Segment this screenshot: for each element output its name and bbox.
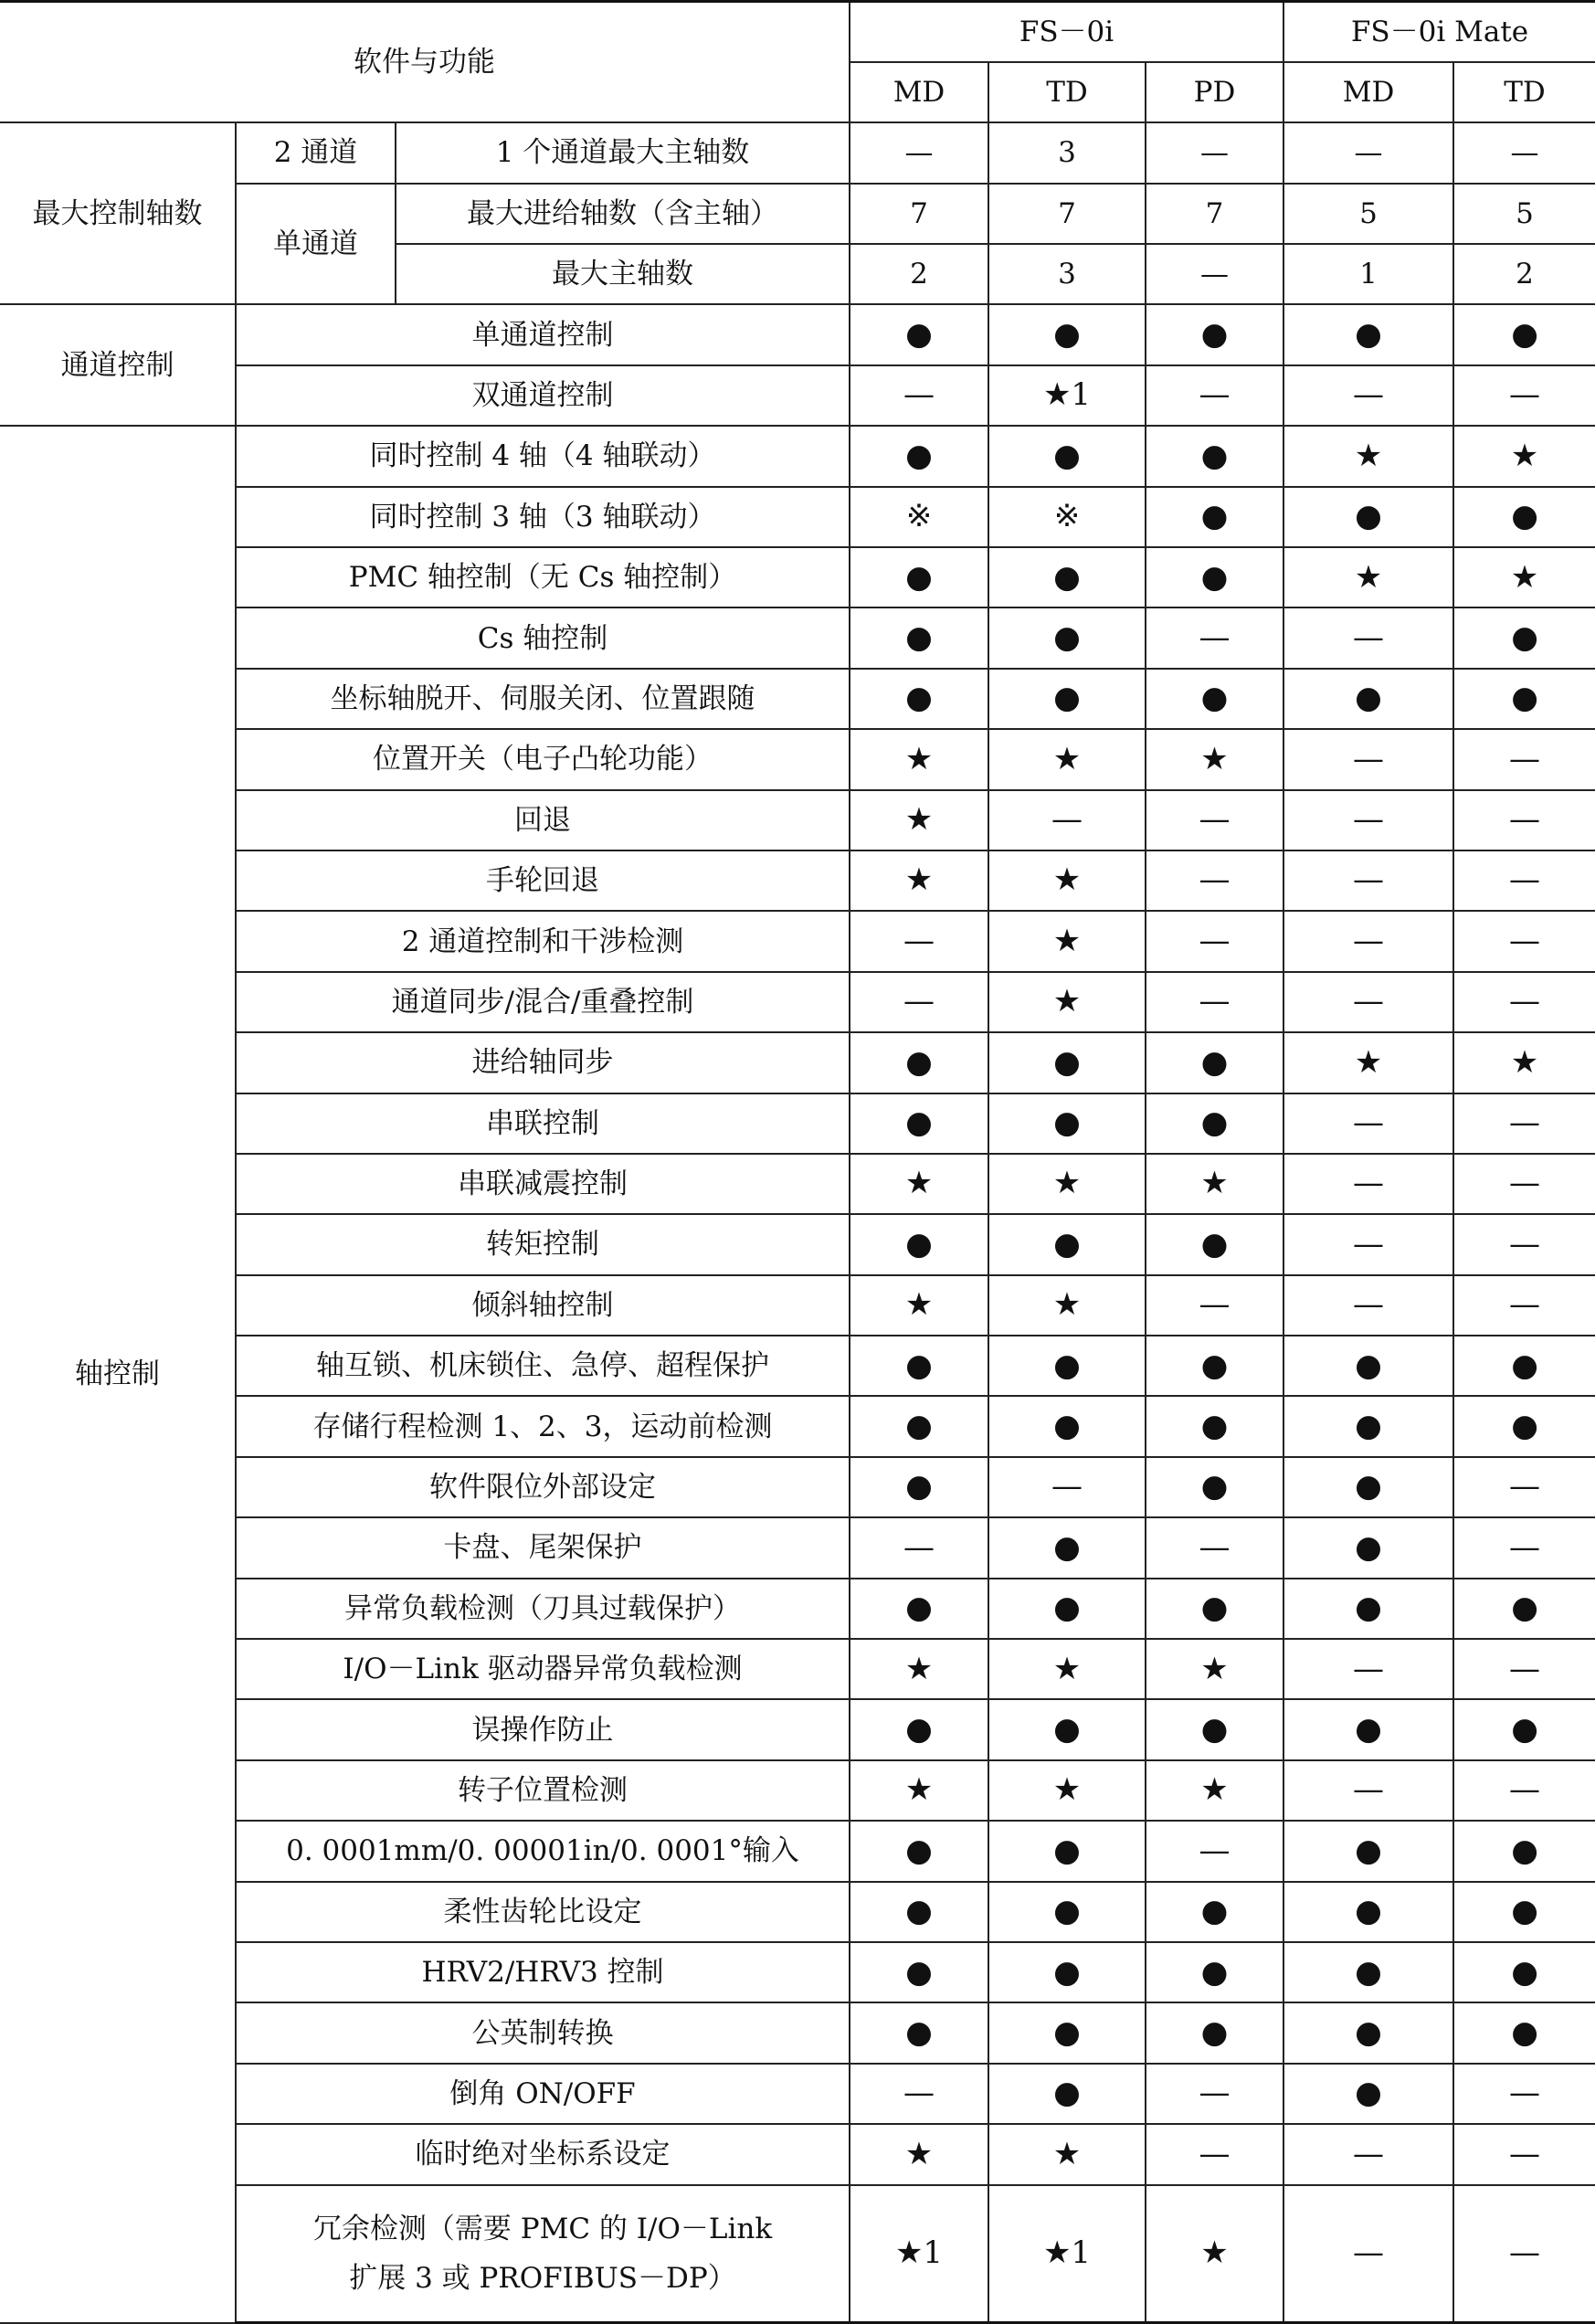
value-cell: — — [1453, 2124, 1595, 2184]
value-cell: 7 — [850, 184, 988, 244]
header-model: TD — [1453, 62, 1595, 122]
value-cell: — — [1283, 1154, 1453, 1214]
value-cell: — — [1283, 2124, 1453, 2184]
value-cell: — — [850, 972, 988, 1032]
value-cell: — — [1453, 790, 1595, 850]
value-cell: ● — [1146, 1942, 1283, 2002]
value-cell: 7 — [988, 184, 1146, 244]
feature-cell: 回退 — [236, 790, 850, 850]
value-cell: — — [1146, 122, 1283, 183]
value-cell: ★1 — [850, 2185, 988, 2323]
value-cell: ★ — [850, 1154, 988, 1214]
value-cell: ★ — [1453, 426, 1595, 486]
value-cell: ● — [850, 426, 988, 486]
value-cell: — — [1283, 2185, 1453, 2323]
value-cell: ★ — [988, 2124, 1146, 2184]
value-cell: — — [1146, 365, 1283, 426]
table-row — [0, 1396, 1595, 1456]
value-cell: — — [1146, 244, 1283, 304]
feature-cell: 通道同步/混合/重叠控制 — [236, 972, 850, 1032]
value-cell: 3 — [988, 244, 1146, 304]
value-cell: ★ — [850, 729, 988, 789]
value-cell: ● — [850, 1093, 988, 1154]
value-cell: — — [1146, 1517, 1283, 1578]
table-row — [0, 1214, 1595, 1274]
value-cell: ● — [988, 304, 1146, 364]
feature-cell: PMC 轴控制（无 Cs 轴控制） — [236, 547, 850, 607]
table-row — [0, 2064, 1595, 2124]
value-cell: ● — [1453, 1336, 1595, 1396]
value-cell: ● — [988, 1517, 1146, 1578]
value-cell: ● — [988, 1882, 1146, 1942]
value-cell: ● — [850, 304, 988, 364]
value-cell: — — [850, 911, 988, 971]
feature-cell: 转子位置检测 — [236, 1760, 850, 1821]
table-row — [0, 547, 1595, 607]
value-cell: ● — [850, 1882, 988, 1942]
value-cell: — — [1283, 729, 1453, 789]
value-cell: ● — [850, 1579, 988, 1639]
value-cell: — — [850, 365, 988, 426]
feature-cell: 转矩控制 — [236, 1214, 850, 1274]
value-cell: 1 — [1283, 244, 1453, 304]
header-fs0i: FS－0i — [850, 2, 1283, 62]
value-cell: ● — [988, 426, 1146, 486]
feature-line: 冗余检测（需要 PMC 的 I/O－Link — [312, 2212, 773, 2245]
value-cell: ● — [1146, 426, 1283, 486]
value-cell: ● — [1146, 1214, 1283, 1274]
value-cell: — — [1453, 729, 1595, 789]
feature-cell: 软件限位外部设定 — [236, 1457, 850, 1517]
value-cell: ● — [1283, 669, 1453, 729]
value-cell: ● — [988, 1699, 1146, 1759]
value-cell: — — [1453, 1457, 1595, 1517]
value-cell: ★ — [988, 911, 1146, 971]
value-cell: ● — [988, 2064, 1146, 2124]
value-cell: ● — [1283, 2064, 1453, 2124]
value-cell: 3 — [988, 122, 1146, 183]
value-cell: ● — [1453, 1882, 1595, 1942]
feature-cell: 最大主轴数 — [396, 244, 850, 304]
value-cell: — — [1283, 1275, 1453, 1336]
value-cell: — — [1283, 911, 1453, 971]
feature-cell: 倒角 ON/OFF — [236, 2064, 850, 2124]
value-cell: ★ — [988, 1760, 1146, 1821]
value-cell: — — [850, 1517, 988, 1578]
value-cell: ● — [850, 1699, 988, 1759]
table-row — [0, 487, 1595, 547]
value-cell: ● — [988, 1336, 1146, 1396]
table-row — [0, 1517, 1595, 1578]
value-cell: — — [1146, 607, 1283, 668]
value-cell: ★ — [1283, 547, 1453, 607]
feature-cell: 2 通道控制和干涉检测 — [236, 911, 850, 971]
feature-cell: 单通道控制 — [236, 304, 850, 364]
value-cell: ● — [1283, 304, 1453, 364]
value-cell: ● — [1453, 304, 1595, 364]
value-cell: ● — [1453, 1396, 1595, 1456]
value-cell: — — [1453, 911, 1595, 971]
value-cell: ★ — [850, 790, 988, 850]
value-cell: — — [1283, 972, 1453, 1032]
feature-cell: 手轮回退 — [236, 850, 850, 911]
group-channel-control: 通道控制 — [0, 304, 236, 426]
value-cell: ★ — [850, 2124, 988, 2184]
value-cell: ★ — [988, 1154, 1146, 1214]
value-cell: ● — [1453, 669, 1595, 729]
value-cell: ★1 — [988, 365, 1146, 426]
value-cell: ★ — [1283, 426, 1453, 486]
feature-cell: 卡盘、尾架保护 — [236, 1517, 850, 1578]
value-cell: ● — [850, 669, 988, 729]
feature-cell: 0. 0001mm/0. 00001in/0. 0001°输入 — [236, 1821, 850, 1881]
feature-cell: 存储行程检测 1、2、3，运动前检测 — [236, 1396, 850, 1456]
table-row — [0, 850, 1595, 911]
value-cell: ★1 — [988, 2185, 1146, 2323]
feature-cell: 串联控制 — [236, 1093, 850, 1154]
value-cell: ★ — [1146, 1639, 1283, 1699]
value-cell: ● — [1146, 669, 1283, 729]
feature-cell: 坐标轴脱开、伺服关闭、位置跟随 — [236, 669, 850, 729]
header-model: PD — [1146, 62, 1283, 122]
table-row — [0, 1093, 1595, 1154]
value-cell: ● — [850, 1396, 988, 1456]
table-row — [0, 729, 1595, 789]
feature-cell: 公英制转换 — [236, 2002, 850, 2063]
value-cell: 5 — [1453, 184, 1595, 244]
table-row — [0, 1882, 1595, 1942]
value-cell: ● — [1146, 2002, 1283, 2063]
value-cell: ● — [1146, 1579, 1283, 1639]
value-cell: ★ — [1146, 729, 1283, 789]
table-row — [0, 1457, 1595, 1517]
value-cell: ● — [988, 1821, 1146, 1881]
value-cell: ● — [1146, 487, 1283, 547]
feature-cell: 误操作防止 — [236, 1699, 850, 1759]
value-cell: — — [1283, 1214, 1453, 1274]
value-cell: ● — [1283, 487, 1453, 547]
value-cell: ● — [1283, 1517, 1453, 1578]
value-cell: ● — [1453, 1699, 1595, 1759]
value-cell: — — [1283, 790, 1453, 850]
value-cell: ● — [1146, 1396, 1283, 1456]
value-cell: ● — [988, 1396, 1146, 1456]
value-cell: — — [1283, 1093, 1453, 1154]
value-cell: — — [850, 122, 988, 183]
value-cell: ● — [1146, 1882, 1283, 1942]
feature-cell — [236, 2185, 850, 2323]
feature-cell: HRV2/HRV3 控制 — [236, 1942, 850, 2002]
value-cell: ★ — [850, 1275, 988, 1336]
feature-cell: 最大进给轴数（含主轴） — [396, 184, 850, 244]
value-cell: ● — [850, 1214, 988, 1274]
feature-cell: 串联减震控制 — [236, 1154, 850, 1214]
table-row — [0, 1336, 1595, 1396]
feature-cell: 同时控制 3 轴（3 轴联动） — [236, 487, 850, 547]
value-cell: — — [1453, 1517, 1595, 1578]
value-cell: ● — [850, 1457, 988, 1517]
value-cell: ★ — [1283, 1032, 1453, 1093]
table-row — [0, 1942, 1595, 2002]
value-cell: ★ — [1453, 1032, 1595, 1093]
value-cell: ● — [1283, 1821, 1453, 1881]
value-cell: ★ — [988, 1639, 1146, 1699]
value-cell: 2 — [850, 244, 988, 304]
value-cell: ● — [850, 607, 988, 668]
value-cell: — — [1146, 1821, 1283, 1881]
table-row — [0, 1639, 1595, 1699]
value-cell: — — [1453, 1214, 1595, 1274]
table-row — [0, 1579, 1595, 1639]
value-cell: ● — [1146, 1093, 1283, 1154]
value-cell: ● — [1283, 1942, 1453, 2002]
value-cell: ● — [988, 669, 1146, 729]
value-cell: — — [1146, 2064, 1283, 2124]
feature-cell: I/O－Link 驱动器异常负载检测 — [236, 1639, 850, 1699]
value-cell: ● — [1283, 1457, 1453, 1517]
table-row — [0, 972, 1595, 1032]
value-cell: — — [1453, 1093, 1595, 1154]
value-cell: — — [850, 2064, 988, 2124]
value-cell: 2 — [1453, 244, 1595, 304]
value-cell: ● — [1283, 1882, 1453, 1942]
value-cell: — — [1453, 122, 1595, 183]
value-cell: — — [1453, 1154, 1595, 1214]
header-model: MD — [850, 62, 988, 122]
value-cell: ★ — [1146, 1154, 1283, 1214]
feature-cell: 异常负载检测（刀具过载保护） — [236, 1579, 850, 1639]
value-cell: — — [1453, 1760, 1595, 1821]
value-cell: ● — [1453, 1821, 1595, 1881]
value-cell: ● — [850, 547, 988, 607]
table-row — [0, 790, 1595, 850]
value-cell: ● — [850, 1336, 988, 1396]
value-cell: ● — [988, 1942, 1146, 2002]
value-cell: ★ — [988, 1275, 1146, 1336]
value-cell: ★ — [988, 972, 1146, 1032]
value-cell: ● — [988, 607, 1146, 668]
value-cell: — — [1283, 1639, 1453, 1699]
value-cell: ● — [1453, 2002, 1595, 2063]
header-fs0i-mate: FS－0i Mate — [1283, 2, 1595, 62]
value-cell: — — [1453, 850, 1595, 911]
value-cell: — — [1146, 790, 1283, 850]
table-row — [0, 1699, 1595, 1759]
feature-cell: 倾斜轴控制 — [236, 1275, 850, 1336]
value-cell: — — [1283, 850, 1453, 911]
value-cell: — — [988, 1457, 1146, 1517]
value-cell: — — [1453, 365, 1595, 426]
value-cell: ★ — [988, 729, 1146, 789]
value-cell: ● — [1146, 1336, 1283, 1396]
value-cell: ● — [1453, 487, 1595, 547]
table-row — [0, 365, 1595, 426]
table-row — [0, 1275, 1595, 1336]
table-row — [0, 1821, 1595, 1881]
value-cell: ● — [988, 547, 1146, 607]
value-cell: ● — [850, 2002, 988, 2063]
value-cell: ※ — [850, 487, 988, 547]
table-body — [0, 2, 1595, 2323]
group-max-axes: 最大控制轴数 — [0, 122, 236, 304]
value-cell: 7 — [1146, 184, 1283, 244]
value-cell: 5 — [1283, 184, 1453, 244]
feature-cell: 进给轴同步 — [236, 1032, 850, 1093]
value-cell: — — [1453, 2064, 1595, 2124]
value-cell: ● — [988, 1579, 1146, 1639]
table-row — [0, 1032, 1595, 1093]
value-cell: ● — [1283, 1579, 1453, 1639]
value-cell: ★ — [1453, 547, 1595, 607]
value-cell: ● — [850, 1032, 988, 1093]
sub-single-channel: 单通道 — [236, 184, 396, 305]
value-cell: ● — [1283, 1396, 1453, 1456]
value-cell: — — [1453, 1639, 1595, 1699]
table-row — [0, 2002, 1595, 2063]
value-cell: — — [1283, 1760, 1453, 1821]
value-cell: ● — [850, 1821, 988, 1881]
value-cell: ● — [1283, 2002, 1453, 2063]
table-row — [0, 1154, 1595, 1214]
group-axis-control: 轴控制 — [0, 426, 236, 2322]
header-model: TD — [988, 62, 1146, 122]
value-cell: ● — [1283, 1336, 1453, 1396]
header-model: MD — [1283, 62, 1453, 122]
value-cell: ※ — [988, 487, 1146, 547]
table-row — [0, 304, 1595, 364]
value-cell: — — [988, 790, 1146, 850]
value-cell: — — [1146, 911, 1283, 971]
value-cell: ★ — [988, 850, 1146, 911]
value-cell: ● — [1453, 607, 1595, 668]
feature-cell: 临时绝对坐标系设定 — [236, 2124, 850, 2184]
feature-cell: 柔性齿轮比设定 — [236, 1882, 850, 1942]
sub-two-channel: 2 通道 — [236, 122, 396, 183]
value-cell: ● — [1283, 1699, 1453, 1759]
value-cell: ● — [988, 1032, 1146, 1093]
value-cell: — — [1283, 122, 1453, 183]
table-row — [0, 1760, 1595, 1821]
table-row — [0, 911, 1595, 971]
value-cell: ● — [1453, 1579, 1595, 1639]
value-cell: — — [1283, 607, 1453, 668]
feature-line: 扩展 3 或 PROFIBUS－DP） — [349, 2261, 736, 2295]
feature-cell: 位置开关（电子凸轮功能） — [236, 729, 850, 789]
value-cell: — — [1146, 972, 1283, 1032]
value-cell: ● — [988, 1093, 1146, 1154]
value-cell: ● — [1453, 1942, 1595, 2002]
value-cell: — — [1453, 2185, 1595, 2323]
table-row — [0, 669, 1595, 729]
table-row — [0, 426, 1595, 486]
value-cell: ● — [1146, 1699, 1283, 1759]
value-cell: ★ — [1146, 2185, 1283, 2323]
feature-cell: 轴互锁、机床锁住、急停、超程保护 — [236, 1336, 850, 1396]
value-cell: ★ — [850, 1760, 988, 1821]
table-row — [0, 2185, 1595, 2323]
value-cell: — — [1146, 1275, 1283, 1336]
value-cell: — — [1283, 365, 1453, 426]
value-cell: ● — [850, 1942, 988, 2002]
feature-cell: 同时控制 4 轴（4 轴联动） — [236, 426, 850, 486]
feature-cell: Cs 轴控制 — [236, 607, 850, 668]
value-cell: — — [1146, 2124, 1283, 2184]
value-cell: — — [1146, 850, 1283, 911]
value-cell: ● — [1146, 1032, 1283, 1093]
value-cell: ★ — [850, 850, 988, 911]
value-cell: ● — [1146, 547, 1283, 607]
value-cell: ● — [988, 1214, 1146, 1274]
header-software-function: 软件与功能 — [0, 2, 850, 123]
value-cell: ● — [1146, 304, 1283, 364]
table-row — [0, 2124, 1595, 2184]
value-cell: ★ — [850, 1639, 988, 1699]
feature-cell: 1 个通道最大主轴数 — [396, 122, 850, 183]
value-cell: — — [1453, 972, 1595, 1032]
table-row — [0, 607, 1595, 668]
feature-cell: 双通道控制 — [236, 365, 850, 426]
value-cell: ● — [1146, 1457, 1283, 1517]
value-cell: ★ — [1146, 1760, 1283, 1821]
value-cell: ● — [988, 2002, 1146, 2063]
value-cell: — — [1453, 1275, 1595, 1336]
